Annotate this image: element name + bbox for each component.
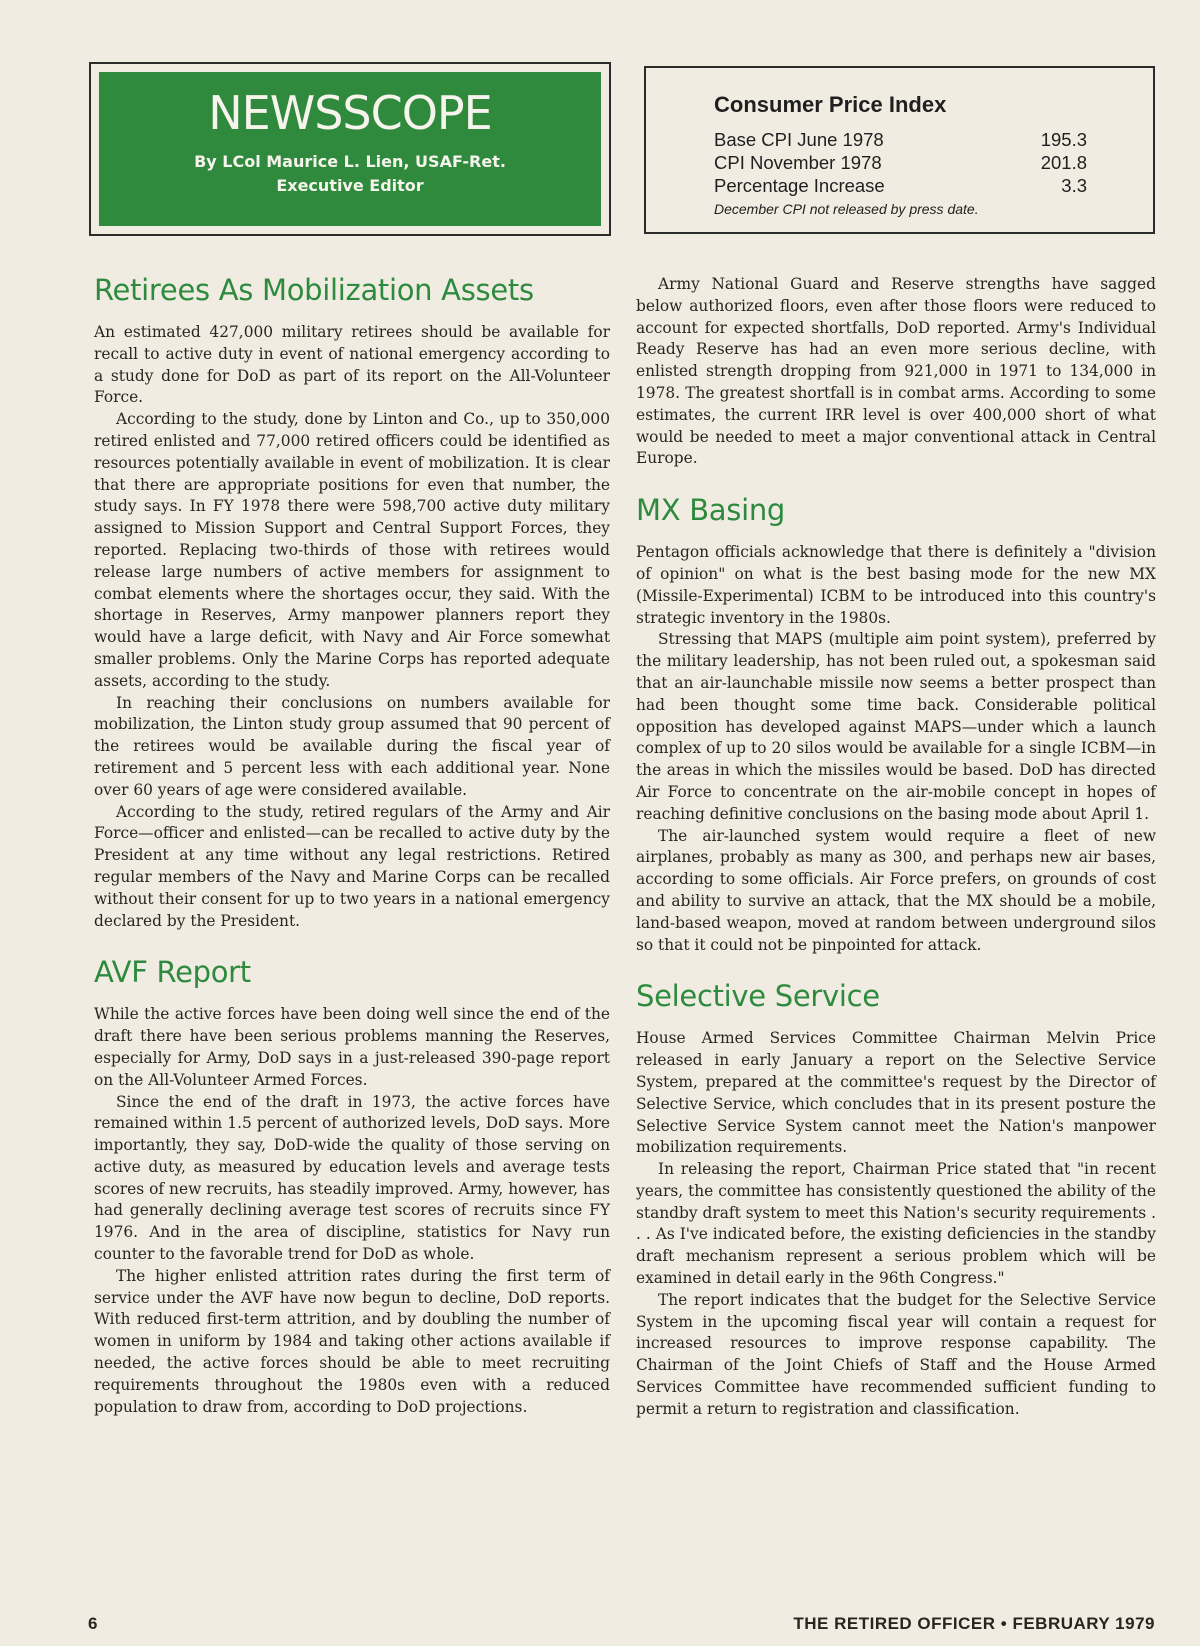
- paragraph: In reaching their conclusions on numbers available for mobilization, the Linton study group assumed that 90 percent of the retirees would be available during the fiscal year of retirement and 5 percent less with each additional year. None over 60 years of age were considered available.: [94, 693, 610, 799]
- cpi-row: [714, 174, 1087, 197]
- paragraph: Pentagon officials acknowledge that there is definitely a "division of opinion" on what is the best basing mode for the new MX (Missile-Experimental) ICBM to be introduced into this country's strategic inventory in the 1980s.: [636, 543, 1156, 627]
- paragraph: The report indicates that the budget for the Selective Service System in the upcoming fiscal year will contain a request for increased resources to improve response capability. The Chairman of the Joint Chiefs of Staff and the House Armed Services Committee have recommended sufficient funding to permit a return to registration and classification.: [636, 1290, 1156, 1418]
- paragraph: The higher enlisted attrition rates during the first term of service under the AVF have now begun to decline, DoD reports. With reduced first-term attrition, and by doubling the number of women in uniform by 1984 and taking other actions available if needed, the active forces should be able to meet recruiting requirements throughout the 1980s even with a reduced population to draw from, according to DoD projections.: [94, 1266, 610, 1416]
- paragraph: Army National Guard and Reserve strengths have sagged below authorized floors, even after those floors were reduced to account for expected shortfalls, DoD reported. Army's Individual Ready Reserve has had an even more serious decline, with enlisted strength dropping from 921,000 in 1971 to 134,000 in 1978. The greatest shortfall is in combat arms. According to some estimates, the current IRR level is over 400,000 short of what would be needed to meet a major conventional attack in Central Europe.: [636, 275, 1156, 468]
- paragraph: According to the study, retired regulars of the Army and Air Force—officer and enlisted—can be recalled to active duty by the President at any time without any legal restrictions. Retired regular members of the Navy and Marine Corps can be recalled without their consent for up to two years in a national emergency declared by the President.: [94, 802, 610, 930]
- paragraph: In releasing the report, Chairman Price stated that "in recent years, the committee has consistently questioned the ability of the standby draft system to meet this Nation's security requirements . . . As I've indicated before, the existing deficiencies in the standby draft mechanism represent a serious problem which will be examined in detail early in the 96th Congress.": [636, 1160, 1156, 1288]
- cpi-title: Consumer Price Index: [714, 92, 947, 117]
- cpi-box: [644, 66, 1155, 234]
- cpi-row-value: 201.8: [1040, 152, 1087, 173]
- cpi-row: [714, 151, 1087, 174]
- right-column: [636, 274, 1156, 1421]
- paragraph: Stressing that MAPS (multiple aim point system), preferred by the military leadership, has not been ruled out, a spokesman said that an air-launchable missile now seems a better prospect than had been thought some time back. Considerable political opposition has developed against MAPS—under which a launch complex of up to 20 silos would be available for a single ICBM—in the areas in which the missiles would be based. DoD has directed Air Force to concentrate on the air-mobile concept in hopes of reaching definitive conclusions on the basing mode about April 1.: [636, 630, 1156, 823]
- paragraph: An estimated 427,000 military retirees should be available for recall to active duty in event of national emergency according to a study done for DoD as part of its report on the All-Volunteer Force.: [94, 323, 610, 407]
- cpi-row-label: Base CPI June 1978: [714, 129, 884, 150]
- paragraph: The air-launched system would require a fleet of new airplanes, probably as many as 300, and perhaps new air bases, according to some officials. Air Force prefers, on grounds of cost and ability to survive an attack, that the MX should be a mobile, land-based weapon, moved at random between underground silos so that it could not be pinpointed for attack.: [636, 826, 1156, 954]
- cpi-row: [714, 128, 1087, 151]
- paragraph: According to the study, done by Linton and Co., up to 350,000 retired enlisted and 77,000 retired officers could be identified as resources potentially available in event of mobilization. It is clear that there are appropriate positions for even that number, the study says. In FY 1978 there were 598,700 active duty military assigned to Mission Support and Central Support Forces, they reported. Replacing two-thirds of those with retirees would release large numbers of active members for assignment to combat elements where the shortages occur, they said. With the shortage in Reserves, Army manpower planners report they would have a large deficit, with Navy and Air Force somewhat smaller problems. Only the Marine Corps has reported adequate assets, according to the study.: [94, 410, 610, 690]
- newsscope-banner: [99, 72, 601, 226]
- publication-footer: THE RETIRED OFFICER • FEBRUARY 1979: [793, 1614, 1155, 1633]
- paragraph: House Armed Services Committee Chairman Melvin Price released in early January a report on the Selective Service System, prepared at the committee's request by the Director of Selective Service, which concludes that in its present posture the Selective Service System cannot meet the Nation's manpower mobilization requirements.: [636, 1029, 1156, 1157]
- byline-role: Executive Editor: [276, 176, 424, 195]
- page-number: 6: [88, 1614, 98, 1633]
- byline-author: By LCol Maurice L. Lien, USAF-Ret.: [194, 152, 506, 171]
- cpi-row-value: 195.3: [1040, 129, 1087, 150]
- section-heading-mx: MX Basing: [636, 493, 786, 528]
- cpi-row-label: CPI November 1978: [714, 152, 882, 173]
- left-column: [94, 272, 610, 1418]
- section-heading-retirees: Retirees As Mobilization Assets: [94, 273, 534, 307]
- cpi-row-value: 3.3: [1061, 175, 1087, 196]
- newsscope-frame: [89, 62, 611, 236]
- section-heading-selective: Selective Service: [636, 979, 880, 1014]
- newsscope-title: NEWSSCOPE: [208, 86, 492, 140]
- paragraph: While the active forces have been doing well since the end of the draft there have been serious problems manning the Reserves, especially for Army, DoD says in a just-released 390-page report on the All-Volunteer Armed Forces.: [94, 1005, 610, 1089]
- newsscope-byline: [99, 150, 601, 198]
- paragraph: Since the end of the draft in 1973, the active forces have remained within 1.5 percent of authorized levels, DoD says. More importantly, they say, DoD-wide the quality of those serving on active duty, as measured by education levels and average tests scores of new recruits, has steadily improved. Army, however, has had generally declining average test scores of recruits since FY 1976. And in the area of discipline, statistics for Navy run counter to the favorable trend for DoD as whole.: [94, 1092, 610, 1264]
- cpi-note: December CPI not released by press date.: [714, 201, 979, 217]
- cpi-row-label: Percentage Increase: [714, 175, 885, 196]
- section-heading-avf: AVF Report: [94, 955, 251, 990]
